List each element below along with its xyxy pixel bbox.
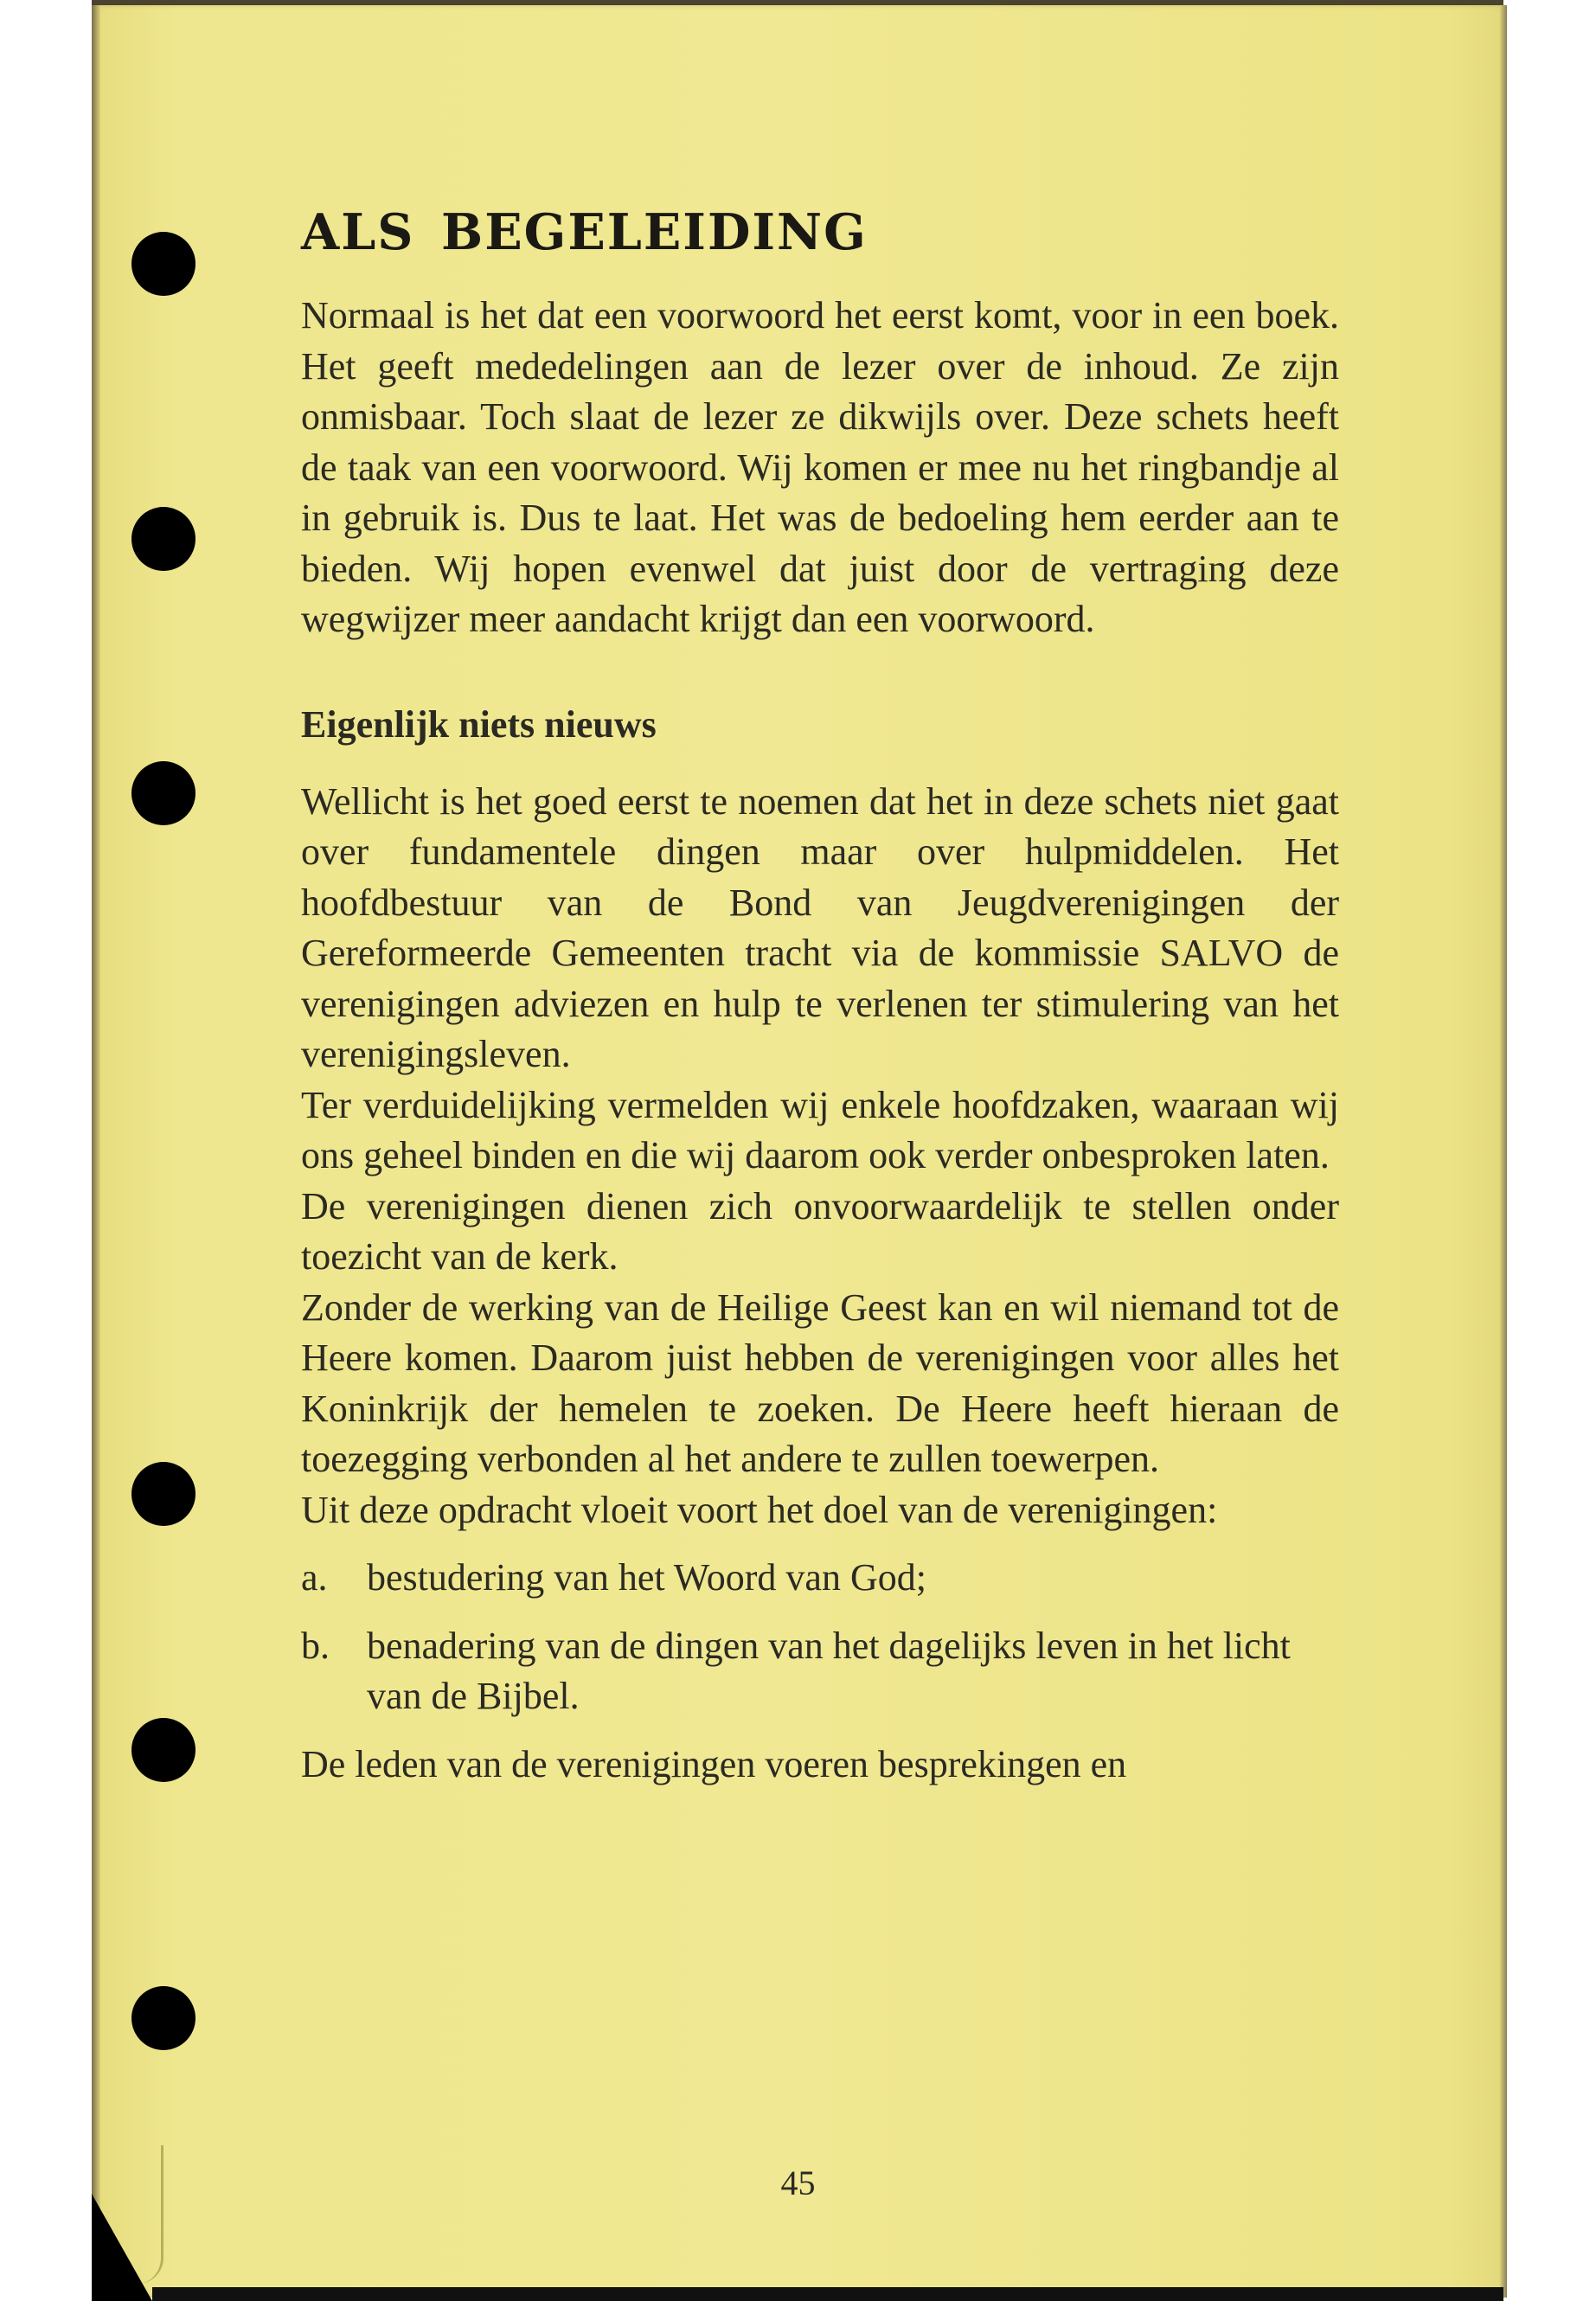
page-number: 45 [780, 2163, 816, 2202]
body-paragraph: Ter verduidelijking vermelden wij enkele hoofdzaken, waaraan wij ons geheel binden en die wij daarom ook verder onbesproken laten. [301, 1083, 1339, 1176]
page-corner-shadow [92, 2194, 152, 2301]
binder-hole [131, 1986, 195, 2050]
page-bottom-edge [152, 2287, 1503, 2301]
list-text: bestudering van het Woord van God; [367, 1556, 926, 1599]
list-marker: b. [301, 1624, 330, 1667]
intro-paragraph: Normaal is het dat een voorwoord het eerst komt, voor in een boek. Het geeft mededelingen aan de lezer over de inhoud. Ze zijn onmisbaar. Toch slaat de lezer ze dikwijls over. Deze schets heeft de taak van een voorwoord. Wij komen er mee nu het ringbandje al in gebruik is. Dus te laat. Het was de bedoeling hem eerder aan te bieden. Wij hopen evenwel dat juist door de vertraging deze wegwijzer meer aandacht krijgt dan een voorwoord. [301, 294, 1339, 640]
section-heading: Eigenlijk niets nieuws [301, 702, 657, 746]
body-paragraph: Wellicht is het goed eerst te noemen dat het in deze schets niet gaat over fundamentele dingen maar over hulpmiddelen. Het hoofdbestuur van de Bond van Jeugdverenigingen der Gereformeerde Gemeenten tracht via de kommissie SALVO de verenigingen adviezen en hulp te verlenen ter stimulering van het verenigingsleven. [301, 779, 1339, 1075]
binder-hole [131, 761, 195, 825]
closing-line: De leden van de verenigingen voeren besprekingen en [301, 1742, 1127, 1785]
list-marker: a. [301, 1556, 328, 1599]
list-text: benadering van de dingen van het dagelijks leven in het licht van de Bijbel. [367, 1624, 1291, 1717]
page-title: als begeleiding [301, 183, 868, 266]
body-paragraph: Uit deze opdracht vloeit voort het doel van de verenigingen: [301, 1488, 1218, 1531]
list-item [301, 1553, 1339, 1604]
body-paragraph: De verenigingen dienen zich onvoorwaardelijk te stellen onder toezicht van de kerk. [301, 1184, 1339, 1278]
page-left-edge [92, 5, 100, 2298]
list-item [301, 1621, 1339, 1722]
binder-hole [131, 232, 195, 296]
binder-hole [131, 1462, 195, 1526]
binder-hole [131, 1718, 195, 1782]
binder-hole [131, 507, 195, 571]
body-paragraph: Zonder de werking van de Heilige Geest kan en wil niemand tot de Heere komen. Daarom juist hebben de verenigingen voor alles het Koninkrijk der hemelen te zoeken. De Heere heeft hieraan de toezegging verbonden al het andere te zullen toewerpen. [301, 1285, 1339, 1480]
page-content [301, 182, 1339, 1790]
page-right-edge [1500, 5, 1507, 2298]
